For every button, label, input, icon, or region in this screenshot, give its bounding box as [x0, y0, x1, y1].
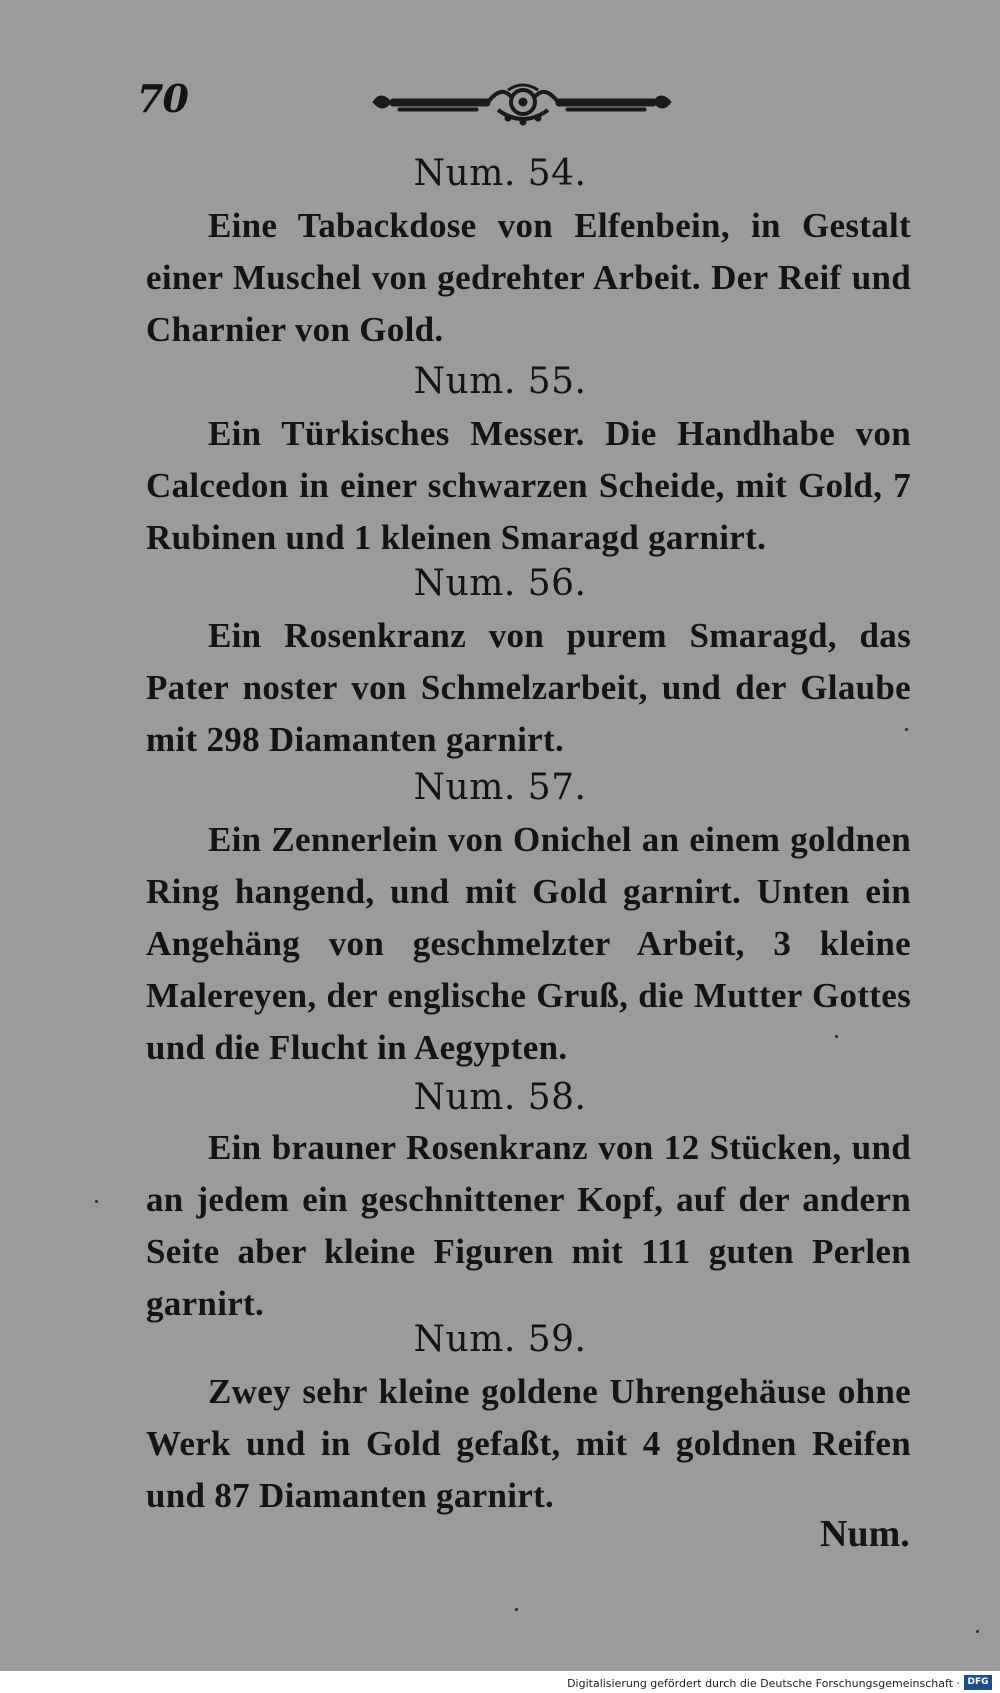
print-speck: [515, 1608, 518, 1611]
print-speck: [976, 1630, 979, 1633]
digitization-footer: [0, 1671, 1000, 1693]
entry-text: Ein Rosenkranz von purem Smaragd, das Pater noster von Schmelzarbeit, und der Glaube mit 298 Diamanten garnirt.: [146, 616, 911, 759]
entry-heading: Num. 58.: [413, 1077, 587, 1118]
entry-heading: Num. 57.: [413, 767, 587, 808]
entry-text: Ein brauner Rosenkranz von 12 Stücken, und an jedem ein geschnittener Kopf, auf der andern Seite aber kleine Figuren mit 111 guten Perlen garnirt.: [146, 1128, 911, 1323]
entry-text: Eine Tabackdose von Elfenbein, in Gestalt einer Muschel von gedrehter Arbeit. Der Reif und Charnier von Gold.: [146, 206, 911, 349]
print-speck: [905, 728, 908, 731]
entry-text: Ein Türkisches Messer. Die Handhabe von Calcedon in einer schwarzen Scheide, mit Gold, 7 Rubinen und 1 kleinen Smaragd garnirt.: [146, 414, 911, 557]
entry-heading: Num. 55.: [413, 361, 587, 402]
print-speck: [95, 1200, 98, 1203]
entry-text: Ein Zennerlein von Onichel an einem goldnen Ring hangend, und mit Gold garnirt. Unten ein Angehäng von geschmelzter Arbeit, 3 kleine Malereyen, der englische Gruß, die Mutter Gottes und die Flucht in Aegypten.: [146, 820, 911, 1067]
dfg-logo-icon: DFG: [964, 1675, 992, 1690]
decorative-ornament-icon: [368, 80, 678, 130]
entry-heading: Num. 56.: [413, 563, 587, 604]
entry-heading: Num. 54.: [413, 153, 587, 194]
entry-text: Zwey sehr kleine goldene Uhrengehäuse ohne Werk und in Gold gefaßt, mit 4 goldnen Reifen und 87 Diamanten garnirt.: [146, 1372, 911, 1515]
entry-heading: Num. 59.: [413, 1319, 587, 1360]
catchword: Num.: [820, 1513, 910, 1555]
print-speck: [835, 1035, 838, 1038]
page-number: 70: [137, 76, 188, 121]
funding-notice: Digitalisierung gefördert durch die Deutsche Forschungsgemeinschaft ·: [567, 1677, 960, 1690]
